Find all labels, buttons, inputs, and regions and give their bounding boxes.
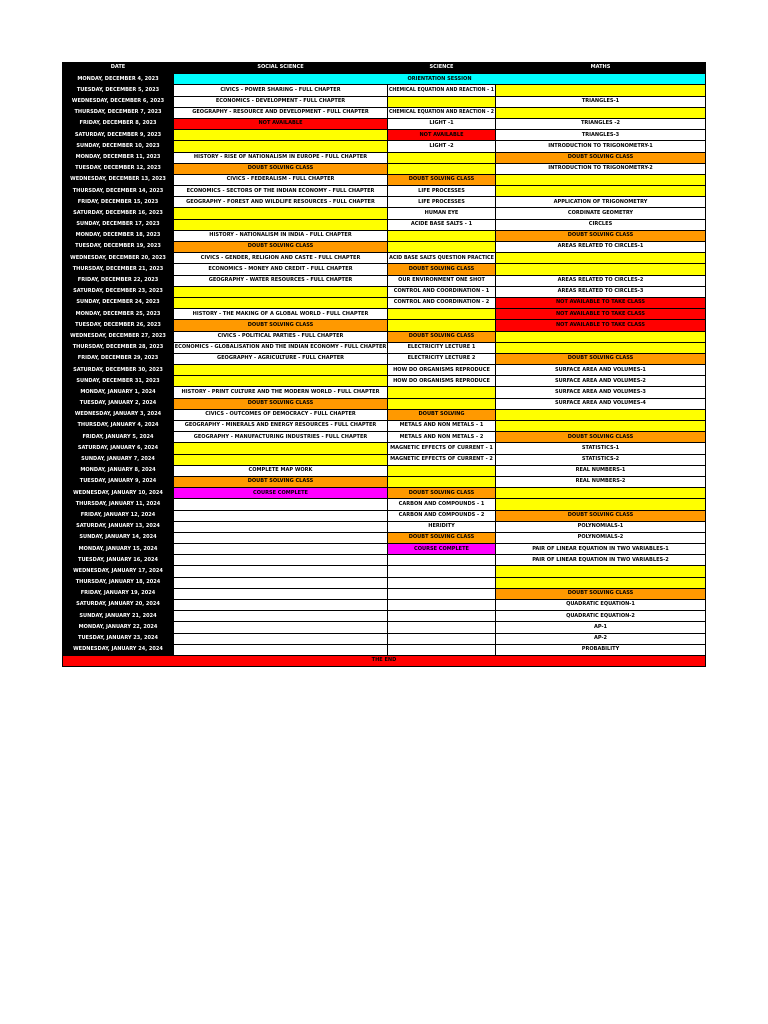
science-cell: CARBON AND COMPOUNDS - 1 bbox=[388, 499, 496, 510]
social-science-cell: GEOGRAPHY - RESOURCE AND DEVELOPMENT - FULL CHAPTER bbox=[174, 107, 388, 118]
science-cell: HOW DO ORGANISMS REPRODUCE bbox=[388, 376, 496, 387]
table-row bbox=[63, 555, 706, 566]
social-science-cell: CIVICS - POWER SHARING - FULL CHAPTER bbox=[174, 85, 388, 96]
social-science-cell bbox=[174, 208, 388, 219]
date-cell: SATURDAY, JANUARY 13, 2024 bbox=[63, 521, 174, 532]
maths-cell: SURFACE AREA AND VOLUMES-2 bbox=[496, 376, 706, 387]
date-cell: FRIDAY, JANUARY 12, 2024 bbox=[63, 510, 174, 521]
table-row bbox=[63, 566, 706, 577]
science-cell bbox=[388, 611, 496, 622]
science-cell: CARBON AND COMPOUNDS - 2 bbox=[388, 510, 496, 521]
science-cell: MAGNETIC EFFECTS OF CURRENT - 1 bbox=[388, 443, 496, 454]
table-row bbox=[63, 465, 706, 476]
science-cell: LIFE PROCESSES bbox=[388, 197, 496, 208]
social-science-cell: DOUBT SOLVING CLASS bbox=[174, 398, 388, 409]
date-cell: FRIDAY, DECEMBER 22, 2023 bbox=[63, 275, 174, 286]
table-row bbox=[63, 74, 706, 85]
science-cell: DOUBT SOLVING CLASS bbox=[388, 174, 496, 185]
date-cell: TUESDAY, JANUARY 16, 2024 bbox=[63, 555, 174, 566]
social-science-cell bbox=[174, 633, 388, 644]
maths-cell: AREAS RELATED TO CIRCLES-3 bbox=[496, 286, 706, 297]
date-cell: THURSDAY, DECEMBER 28, 2023 bbox=[63, 342, 174, 353]
date-cell: TUESDAY, DECEMBER 12, 2023 bbox=[63, 163, 174, 174]
maths-cell: REAL NUMBERS-2 bbox=[496, 476, 706, 487]
science-cell: COURSE COMPLETE bbox=[388, 544, 496, 555]
social-science-cell bbox=[174, 499, 388, 510]
table-row bbox=[63, 253, 706, 264]
table-row bbox=[63, 521, 706, 532]
maths-cell: STATISTICS-1 bbox=[496, 443, 706, 454]
maths-cell: POLYNOMIALS-1 bbox=[496, 521, 706, 532]
table-row bbox=[63, 387, 706, 398]
date-cell: FRIDAY, DECEMBER 29, 2023 bbox=[63, 353, 174, 364]
maths-cell bbox=[496, 499, 706, 510]
table-row bbox=[63, 588, 706, 599]
social-science-cell: DOUBT SOLVING CLASS bbox=[174, 476, 388, 487]
date-cell: FRIDAY, DECEMBER 15, 2023 bbox=[63, 197, 174, 208]
table-row bbox=[63, 230, 706, 241]
date-cell: SUNDAY, DECEMBER 31, 2023 bbox=[63, 376, 174, 387]
science-cell: ELECTRICITY LECTURE 2 bbox=[388, 353, 496, 364]
maths-cell: AREAS RELATED TO CIRCLES-1 bbox=[496, 242, 706, 253]
science-cell: CHEMICAL EQUATION AND REACTION - 2 bbox=[388, 107, 496, 118]
social-science-cell bbox=[174, 622, 388, 633]
table-row bbox=[63, 342, 706, 353]
date-cell: SUNDAY, DECEMBER 24, 2023 bbox=[63, 297, 174, 308]
science-cell bbox=[388, 96, 496, 107]
date-cell: TUESDAY, DECEMBER 19, 2023 bbox=[63, 242, 174, 253]
maths-cell: TRIANGLES -2 bbox=[496, 118, 706, 129]
date-cell: FRIDAY, JANUARY 19, 2024 bbox=[63, 588, 174, 599]
date-cell: MONDAY, DECEMBER 4, 2023 bbox=[63, 74, 174, 85]
science-cell bbox=[388, 566, 496, 577]
date-cell: SUNDAY, JANUARY 7, 2024 bbox=[63, 454, 174, 465]
table-row bbox=[63, 275, 706, 286]
table-row bbox=[63, 454, 706, 465]
maths-cell bbox=[496, 421, 706, 432]
date-cell: SUNDAY, JANUARY 14, 2024 bbox=[63, 532, 174, 543]
table-row bbox=[63, 174, 706, 185]
maths-cell: DOUBT SOLVING CLASS bbox=[496, 230, 706, 241]
table-row bbox=[63, 197, 706, 208]
social-science-cell: CIVICS - POLITICAL PARTIES - FULL CHAPTER bbox=[174, 331, 388, 342]
social-science-cell bbox=[174, 577, 388, 588]
science-cell: ACIDE BASE SALTS - 1 bbox=[388, 219, 496, 230]
science-cell: CHEMICAL EQUATION AND REACTION - 1 bbox=[388, 85, 496, 96]
table-row bbox=[63, 544, 706, 555]
social-science-cell bbox=[174, 130, 388, 141]
maths-cell: PROBABILITY bbox=[496, 644, 706, 655]
maths-cell bbox=[496, 253, 706, 264]
maths-cell: POLYNOMIALS-2 bbox=[496, 532, 706, 543]
date-cell: SATURDAY, DECEMBER 30, 2023 bbox=[63, 365, 174, 376]
table-row bbox=[63, 130, 706, 141]
science-cell: HOW DO ORGANISMS REPRODUCE bbox=[388, 365, 496, 376]
maths-cell bbox=[496, 566, 706, 577]
science-cell: DOUBT SOLVING CLASS bbox=[388, 264, 496, 275]
social-science-cell: GEOGRAPHY - WATER RESOURCES - FULL CHAPTER bbox=[174, 275, 388, 286]
social-science-cell: DOUBT SOLVING CLASS bbox=[174, 242, 388, 253]
science-cell: CONTROL AND COORDINATION - 2 bbox=[388, 297, 496, 308]
social-science-cell: DOUBT SOLVING CLASS bbox=[174, 320, 388, 331]
table-row bbox=[63, 353, 706, 364]
maths-cell bbox=[496, 331, 706, 342]
social-science-cell: GEOGRAPHY - MANUFACTURING INDUSTRIES - FULL CHAPTER bbox=[174, 432, 388, 443]
science-cell bbox=[388, 622, 496, 633]
social-science-cell bbox=[174, 611, 388, 622]
table-row bbox=[63, 577, 706, 588]
maths-cell bbox=[496, 488, 706, 499]
table-row bbox=[63, 309, 706, 320]
table-row bbox=[63, 118, 706, 129]
table-row bbox=[63, 242, 706, 253]
date-cell: THURSDAY, DECEMBER 21, 2023 bbox=[63, 264, 174, 275]
table-row bbox=[63, 163, 706, 174]
date-cell: SATURDAY, JANUARY 20, 2024 bbox=[63, 600, 174, 611]
maths-cell: AP-2 bbox=[496, 633, 706, 644]
maths-cell: SURFACE AREA AND VOLUMES-1 bbox=[496, 365, 706, 376]
social-science-cell: CIVICS - GENDER, RELIGION AND CASTE - FULL CHAPTER bbox=[174, 253, 388, 264]
science-cell bbox=[388, 644, 496, 655]
maths-cell: DOUBT SOLVING CLASS bbox=[496, 353, 706, 364]
date-cell: WEDNESDAY, DECEMBER 27, 2023 bbox=[63, 331, 174, 342]
science-cell: ACID BASE SALTS QUESTION PRACTICE bbox=[388, 253, 496, 264]
social-science-cell: ECONOMICS - MONEY AND CREDIT - FULL CHAPTER bbox=[174, 264, 388, 275]
date-cell: MONDAY, JANUARY 1, 2024 bbox=[63, 387, 174, 398]
date-cell: WEDNESDAY, JANUARY 10, 2024 bbox=[63, 488, 174, 499]
social-science-cell bbox=[174, 566, 388, 577]
table-row bbox=[63, 499, 706, 510]
date-cell: WEDNESDAY, JANUARY 24, 2024 bbox=[63, 644, 174, 655]
maths-cell: DOUBT SOLVING CLASS bbox=[496, 152, 706, 163]
science-cell: DOUBT SOLVING CLASS bbox=[388, 488, 496, 499]
table-row bbox=[63, 622, 706, 633]
date-cell: WEDNESDAY, JANUARY 17, 2024 bbox=[63, 566, 174, 577]
date-cell: SUNDAY, DECEMBER 17, 2023 bbox=[63, 219, 174, 230]
maths-cell: CORDINATE GEOMETRY bbox=[496, 208, 706, 219]
table-row bbox=[63, 611, 706, 622]
science-cell bbox=[388, 163, 496, 174]
social-science-cell: ECONOMICS - DEVELOPMENT - FULL CHAPTER bbox=[174, 96, 388, 107]
date-cell: FRIDAY, DECEMBER 8, 2023 bbox=[63, 118, 174, 129]
table-row bbox=[63, 376, 706, 387]
social-science-cell bbox=[174, 219, 388, 230]
maths-cell: NOT AVAILABLE TO TAKE CLASS bbox=[496, 309, 706, 320]
table-row bbox=[63, 532, 706, 543]
social-science-cell bbox=[174, 443, 388, 454]
table-row bbox=[63, 219, 706, 230]
maths-cell: CIRCLES bbox=[496, 219, 706, 230]
maths-cell: INTRODUCTION TO TRIGONOMETRY-2 bbox=[496, 163, 706, 174]
social-science-cell: COMPLETE MAP WORK bbox=[174, 465, 388, 476]
table-row bbox=[63, 510, 706, 521]
table-row bbox=[63, 264, 706, 275]
maths-cell: INTRODUCTION TO TRIGONOMETRY-1 bbox=[496, 141, 706, 152]
table-row bbox=[63, 141, 706, 152]
date-cell: TUESDAY, DECEMBER 26, 2023 bbox=[63, 320, 174, 331]
science-cell: ELECTRICITY LECTURE 1 bbox=[388, 342, 496, 353]
maths-cell: TRIANGLES-1 bbox=[496, 96, 706, 107]
science-cell: CONTROL AND COORDINATION - 1 bbox=[388, 286, 496, 297]
maths-cell: PAIR OF LINEAR EQUATION IN TWO VARIABLES-2 bbox=[496, 555, 706, 566]
header-row bbox=[63, 63, 706, 74]
social-science-cell: GEOGRAPHY - MINERALS AND ENERGY RESOURCES - FULL CHAPTER bbox=[174, 421, 388, 432]
table-row bbox=[63, 644, 706, 655]
maths-cell: REAL NUMBERS-1 bbox=[496, 465, 706, 476]
date-cell: MONDAY, DECEMBER 18, 2023 bbox=[63, 230, 174, 241]
science-cell: DOUBT SOLVING CLASS bbox=[388, 532, 496, 543]
table-row bbox=[63, 208, 706, 219]
date-cell: THURSDAY, DECEMBER 14, 2023 bbox=[63, 186, 174, 197]
science-cell: MAGNETIC EFFECTS OF CURRENT - 2 bbox=[388, 454, 496, 465]
social-science-cell: CIVICS - OUTCOMES OF DEMOCRACY - FULL CHAPTER bbox=[174, 409, 388, 420]
social-science-cell bbox=[174, 521, 388, 532]
maths-cell: TRIANGLES-3 bbox=[496, 130, 706, 141]
header-maths: MATHS bbox=[496, 63, 706, 74]
date-cell: WEDNESDAY, DECEMBER 13, 2023 bbox=[63, 174, 174, 185]
science-cell: DOUBT SOLVING CLASS bbox=[388, 331, 496, 342]
social-science-cell: GEOGRAPHY - AGRICULTURE - FULL CHAPTER bbox=[174, 353, 388, 364]
maths-cell bbox=[496, 85, 706, 96]
science-cell: LIGHT -1 bbox=[388, 118, 496, 129]
table-row bbox=[63, 633, 706, 644]
science-cell: NOT AVAILABLE bbox=[388, 130, 496, 141]
date-cell: MONDAY, JANUARY 15, 2024 bbox=[63, 544, 174, 555]
maths-cell bbox=[496, 264, 706, 275]
table-row bbox=[63, 96, 706, 107]
maths-cell: PAIR OF LINEAR EQUATION IN TWO VARIABLES-1 bbox=[496, 544, 706, 555]
social-science-cell bbox=[174, 286, 388, 297]
date-cell: SATURDAY, DECEMBER 16, 2023 bbox=[63, 208, 174, 219]
social-science-cell bbox=[174, 544, 388, 555]
science-cell: HERIDITY bbox=[388, 521, 496, 532]
science-cell: LIFE PROCESSES bbox=[388, 186, 496, 197]
science-cell bbox=[388, 309, 496, 320]
maths-cell: NOT AVAILABLE TO TAKE CLASS bbox=[496, 297, 706, 308]
social-science-cell: ECONOMICS - SECTORS OF THE INDIAN ECONOMY - FULL CHAPTER bbox=[174, 186, 388, 197]
science-cell: METALS AND NON METALS - 2 bbox=[388, 432, 496, 443]
social-science-cell bbox=[174, 555, 388, 566]
date-cell: TUESDAY, DECEMBER 5, 2023 bbox=[63, 85, 174, 96]
header-date: DATE bbox=[63, 63, 174, 74]
date-cell: WEDNESDAY, JANUARY 3, 2024 bbox=[63, 409, 174, 420]
science-cell bbox=[388, 387, 496, 398]
social-science-cell bbox=[174, 532, 388, 543]
social-science-cell: HISTORY - PRINT CULTURE AND THE MODERN WORLD - FULL CHAPTER bbox=[174, 387, 388, 398]
schedule-table bbox=[62, 62, 706, 667]
maths-cell: NOT AVAILABLE TO TAKE CLASS bbox=[496, 320, 706, 331]
table-row bbox=[63, 443, 706, 454]
social-science-cell bbox=[174, 365, 388, 376]
maths-cell: SURFACE AREA AND VOLUMES-4 bbox=[496, 398, 706, 409]
maths-cell: QUADRATIC EQUATION-2 bbox=[496, 611, 706, 622]
maths-cell bbox=[496, 107, 706, 118]
social-science-cell: COURSE COMPLETE bbox=[174, 488, 388, 499]
social-science-cell: HISTORY - NATIONALISM IN INDIA - FULL CHAPTER bbox=[174, 230, 388, 241]
maths-cell bbox=[496, 577, 706, 588]
science-cell bbox=[388, 320, 496, 331]
table-row bbox=[63, 85, 706, 96]
science-cell bbox=[388, 398, 496, 409]
social-science-cell bbox=[174, 141, 388, 152]
maths-cell bbox=[496, 186, 706, 197]
date-cell: SUNDAY, DECEMBER 10, 2023 bbox=[63, 141, 174, 152]
science-cell bbox=[388, 230, 496, 241]
date-cell: THURSDAY, JANUARY 18, 2024 bbox=[63, 577, 174, 588]
table-row bbox=[63, 365, 706, 376]
social-science-cell bbox=[174, 644, 388, 655]
science-cell bbox=[388, 476, 496, 487]
maths-cell: AREAS RELATED TO CIRCLES-2 bbox=[496, 275, 706, 286]
date-cell: SATURDAY, JANUARY 6, 2024 bbox=[63, 443, 174, 454]
session-cell: ORIENTATION SESSION bbox=[174, 74, 706, 85]
maths-cell: SURFACE AREA AND VOLUMES-3 bbox=[496, 387, 706, 398]
science-cell bbox=[388, 242, 496, 253]
date-cell: MONDAY, DECEMBER 25, 2023 bbox=[63, 309, 174, 320]
date-cell: TUESDAY, JANUARY 23, 2024 bbox=[63, 633, 174, 644]
social-science-cell: HISTORY - THE MAKING OF A GLOBAL WORLD - FULL CHAPTER bbox=[174, 309, 388, 320]
date-cell: MONDAY, JANUARY 22, 2024 bbox=[63, 622, 174, 633]
social-science-cell bbox=[174, 600, 388, 611]
table-row bbox=[63, 432, 706, 443]
date-cell: TUESDAY, JANUARY 2, 2024 bbox=[63, 398, 174, 409]
date-cell: FRIDAY, JANUARY 5, 2024 bbox=[63, 432, 174, 443]
maths-cell bbox=[496, 409, 706, 420]
science-cell bbox=[388, 588, 496, 599]
science-cell bbox=[388, 555, 496, 566]
social-science-cell bbox=[174, 297, 388, 308]
table-row bbox=[63, 331, 706, 342]
social-science-cell: CIVICS - FEDERALISM - FULL CHAPTER bbox=[174, 174, 388, 185]
social-science-cell bbox=[174, 588, 388, 599]
table-row bbox=[63, 409, 706, 420]
header-science: SCIENCE bbox=[388, 63, 496, 74]
table-row bbox=[63, 186, 706, 197]
science-cell: DOUBT SOLVING bbox=[388, 409, 496, 420]
science-cell: HUMAN EYE bbox=[388, 208, 496, 219]
date-cell: THURSDAY, DECEMBER 7, 2023 bbox=[63, 107, 174, 118]
date-cell: SUNDAY, JANUARY 21, 2024 bbox=[63, 611, 174, 622]
maths-cell: STATISTICS-2 bbox=[496, 454, 706, 465]
schedule-body bbox=[63, 74, 706, 656]
table-row bbox=[63, 488, 706, 499]
social-science-cell: NOT AVAILABLE bbox=[174, 118, 388, 129]
maths-cell: DOUBT SOLVING CLASS bbox=[496, 510, 706, 521]
maths-cell: DOUBT SOLVING CLASS bbox=[496, 432, 706, 443]
maths-cell bbox=[496, 342, 706, 353]
date-cell: SATURDAY, DECEMBER 9, 2023 bbox=[63, 130, 174, 141]
schedule-sheet bbox=[62, 62, 705, 667]
date-cell: WEDNESDAY, DECEMBER 20, 2023 bbox=[63, 253, 174, 264]
science-cell bbox=[388, 600, 496, 611]
social-science-cell bbox=[174, 376, 388, 387]
maths-cell: APPLICATION OF TRIGONOMETRY bbox=[496, 197, 706, 208]
date-cell: THURSDAY, JANUARY 4, 2024 bbox=[63, 421, 174, 432]
date-cell: MONDAY, JANUARY 8, 2024 bbox=[63, 465, 174, 476]
header-social-science: SOCIAL SCIENCE bbox=[174, 63, 388, 74]
social-science-cell: ECONOMICS - GLOBALISATION AND THE INDIAN ECONOMY - FULL CHAPTER bbox=[174, 342, 388, 353]
footer-row bbox=[63, 655, 706, 666]
table-row bbox=[63, 107, 706, 118]
table-row bbox=[63, 320, 706, 331]
social-science-cell bbox=[174, 454, 388, 465]
science-cell bbox=[388, 465, 496, 476]
table-row bbox=[63, 286, 706, 297]
science-cell: OUR ENVIRONMENT ONE SHOT bbox=[388, 275, 496, 286]
science-cell: METALS AND NON METALS - 1 bbox=[388, 421, 496, 432]
social-science-cell bbox=[174, 510, 388, 521]
science-cell: LIGHT -2 bbox=[388, 141, 496, 152]
social-science-cell: DOUBT SOLVING CLASS bbox=[174, 163, 388, 174]
date-cell: THURSDAY, JANUARY 11, 2024 bbox=[63, 499, 174, 510]
date-cell: MONDAY, DECEMBER 11, 2023 bbox=[63, 152, 174, 163]
table-row bbox=[63, 398, 706, 409]
the-end-banner: THE END bbox=[63, 655, 706, 666]
maths-cell: AP-1 bbox=[496, 622, 706, 633]
science-cell bbox=[388, 577, 496, 588]
science-cell bbox=[388, 152, 496, 163]
table-row bbox=[63, 421, 706, 432]
table-row bbox=[63, 476, 706, 487]
date-cell: SATURDAY, DECEMBER 23, 2023 bbox=[63, 286, 174, 297]
social-science-cell: GEOGRAPHY - FOREST AND WILDLIFE RESOURCES - FULL CHAPTER bbox=[174, 197, 388, 208]
maths-cell: QUADRATIC EQUATION-1 bbox=[496, 600, 706, 611]
social-science-cell: HISTORY - RISE OF NATIONALISM IN EUROPE - FULL CHAPTER bbox=[174, 152, 388, 163]
table-row bbox=[63, 297, 706, 308]
maths-cell bbox=[496, 174, 706, 185]
date-cell: TUESDAY, JANUARY 9, 2024 bbox=[63, 476, 174, 487]
table-row bbox=[63, 152, 706, 163]
science-cell bbox=[388, 633, 496, 644]
maths-cell: DOUBT SOLVING CLASS bbox=[496, 588, 706, 599]
date-cell: WEDNESDAY, DECEMBER 6, 2023 bbox=[63, 96, 174, 107]
table-row bbox=[63, 600, 706, 611]
